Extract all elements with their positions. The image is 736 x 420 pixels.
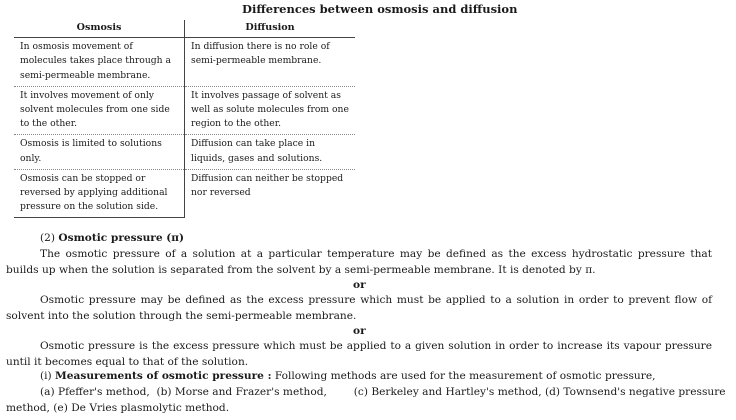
table-header-row: [14, 20, 355, 38]
definition-paragraph-2: Osmotic pressure may be defined as the excess pressure which must be applied to a solution in order to prevent flow of solvent into the solution through the semi-permeable membrane.: [6, 294, 712, 322]
diffusion-cell: It involves passage of solvent as well as solute molecules from one region to the other.: [185, 86, 356, 135]
diffusion-cell: Diffusion can take place in liquids, gases and solutions.: [185, 135, 356, 169]
definition-paragraph-1: The osmotic pressure of a solution at a particular temperature may be defined as the excess hydrostatic pressure that builds up when the solution is separated from the solvent by a semi-permeable membrane. It is denoted by π.: [6, 248, 712, 276]
definition-paragraph-3: Osmotic pressure is the excess pressure which must be applied to a given solution in order to increase its vapour pressure until it becomes equal to that of the solution.: [6, 340, 712, 368]
methods-line-1: (a) Pfeffer's method, (b) Morse and Frazer's method, (c) Berkeley and Hartley's method, (d) Townsend's negative pressure: [40, 386, 726, 398]
column-header-osmosis: Osmosis: [14, 20, 185, 38]
methods-line-2: method, (e) De Vries plasmolytic method.: [6, 401, 230, 414]
table-row: [14, 169, 355, 218]
diffusion-cell: In diffusion there is no role of semi-permeable membrane.: [185, 38, 356, 87]
osmosis-cell: In osmosis movement of molecules takes place through a semi-permeable membrane.: [14, 38, 185, 87]
or-separator: or: [353, 279, 366, 291]
diffusion-cell: Diffusion can neither be stopped nor reversed: [191, 172, 344, 199]
section-title: Osmotic pressure (π): [58, 232, 185, 244]
or-separator: or: [353, 325, 366, 337]
measurements-title: Measurements of osmotic pressure :: [55, 370, 272, 382]
measurements-heading: [40, 370, 655, 382]
table-row: [14, 135, 355, 169]
table-row: [14, 86, 355, 135]
measurements-intro: Following methods are used for the measurement of osmotic pressure,: [274, 370, 656, 382]
comparison-table: [14, 20, 355, 218]
table-row: [14, 38, 355, 87]
page-title: Differences between osmosis and diffusion: [242, 2, 518, 16]
column-header-diffusion: Diffusion: [185, 20, 356, 38]
osmosis-cell: Osmosis can be stopped or reversed by applying additional pressure on the solution side.: [14, 169, 185, 218]
osmosis-cell: Osmosis is limited to solutions only.: [14, 135, 185, 169]
measurements-number: (i): [40, 370, 52, 382]
osmosis-cell: It involves movement of only solvent molecules from one side to the other.: [14, 86, 185, 135]
methods-list: [6, 385, 726, 416]
section-number: (2): [40, 232, 56, 244]
section-heading: [40, 232, 184, 244]
